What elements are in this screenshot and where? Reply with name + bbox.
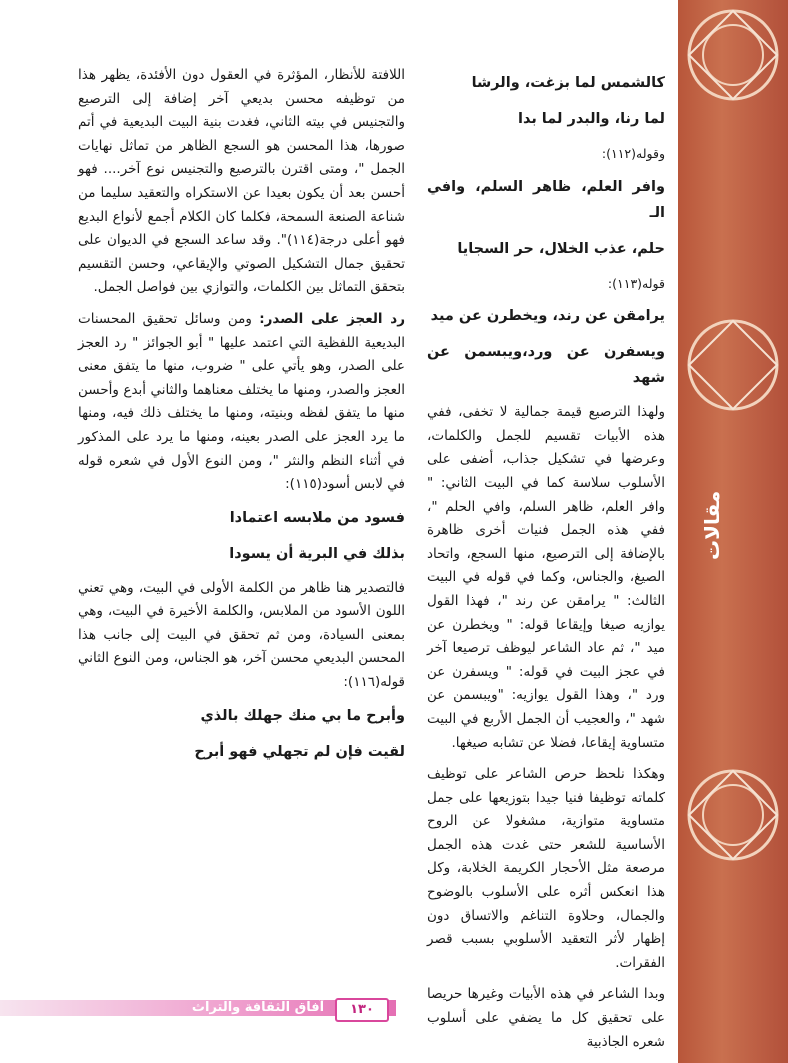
body-paragraph: وبدا الشاعر في هذه الأبيات وغيرها حريصا على تحقيق كل ما يضفي على أسلوب شعره الجاذبية: [427, 986, 665, 1050]
verse-line: فسود من ملابسه اعتمادا: [229, 509, 405, 526]
verse-line: لقيت فإن لم تجهلي فهو أبرح: [194, 743, 405, 760]
verse-line: كالشمس لما بزغت، والرشا: [471, 75, 665, 91]
left-text-column: [78, 64, 405, 775]
verse-line: وافر العلم، ظاهر السلم، وافي الـ: [427, 178, 665, 221]
arabesque-ornament-top: [678, 0, 788, 110]
arabesque-ornament-middle: [678, 310, 788, 420]
magazine-title: آفاق الثقافة والتراث: [191, 1000, 325, 1015]
body-paragraph: اللافتة للأنظار، المؤثرة في العقول دون الأفئدة، يظهر هذا من توظيفه محسن بديعي آخر إضافة إلى الترصيع والتجنيس في بيته الثاني، فغدت بنية البيت البديعية في أتم صورها، هذا المحسن هو السجع الظاهر من تماثل نهايات الجمل "، ومتى اقترن بالترصيع والتجنيس نوع آخر.... فهو أحسن بعد أن يكون بعيدا عن الاستكراه والتعقيد سليما من شناعة الصنعة السمحة، فكلما كان الكلام أجمع لأنواع البديع فهو أعلى درجة(١١٤)". وقد ساعد السجع في الديوان على تحقيق جمال التشكيل الصوتي والإيقاعي، وحسن التقسيم بتحقق التماثل بين الكلمات، والتوازي بين فواصل الجمل.: [78, 67, 405, 296]
page-number: ١٣٠: [335, 998, 389, 1022]
verse-intro: وقوله(١١٢):: [601, 146, 665, 161]
verse-line: بذلك في البرية أن يسودا: [229, 545, 405, 562]
right-text-column: [427, 64, 665, 1062]
body-paragraph: [78, 308, 405, 497]
verse-line: لما رنا، والبدر لما بدا: [517, 111, 665, 127]
verse-line: ويسفرن عن ورد،ويبسمن عن شهد: [427, 344, 665, 387]
body-paragraph: فالتصدير هنا ظاهر من الكلمة الأولى في البيت، وهي تعني اللون الأسود من الملابس، والكلمة الأخيرة في البيت، وهي بمعنى السيادة، ومن ثم تحقق في البيت إلى جانب هذا المحسن البديعي محسن آخر، هو الجناس، ومن النوع الثاني قوله(١١٦):: [78, 579, 405, 691]
section-label: مقالات: [700, 490, 724, 560]
verse-intro: قوله(١١٣):: [607, 275, 665, 291]
body-paragraph: ولهذا الترصيع قيمة جمالية لا تخفى، ففي هذه الأبيات تقسيم للجمل والكلمات، وعرضها في تشكيل جذاب، أضفى على الأسلوب سلاسة كما في البيت الثاني: " وافر العلم، ظاهر السلم، وافي الحلم "، ففي هذه الجمل فنيات أخرى ظاهرة بالإضافة إلى الترصيع، منها السجع، واتحاد الصيغ، والجناس، وكما في قوله في البيت الثالث: " يرامقن عن رند "، فهذا القول يوازيه صيغا وإيقاعا قوله: " ويخطرن عن ميد "، ثم عاد الشاعر ليوظف ترصيعا آخر في عجز البيت في قوله: " ويسفرن عن ورد "، وهذا القول يوازيه: "ويبسمن عن شهد "، والعجيب أن الجمل الأربع في البيت متساوية إيقاعا، فضلا عن تشابه صيغها.: [427, 404, 665, 751]
section-heading: رد العجز على الصدر:: [259, 310, 405, 327]
verse-line: حلم، عذب الخلال، حر السجايا: [457, 240, 665, 257]
arabesque-ornament-lower: [678, 760, 788, 870]
paragraph-text: ومن وسائل تحقيق المحسنات البديعية اللفظية التي اعتمد عليها " أبو الجوائز " رد العجز على الصدر، وهو يأتي على " ضروب، منها ما يتفق معنى العجز والصدر، ومنها ما يختلف معناهما والثاني أبدع وأحسن منها ما يتفق لفظه وبنيته، ومنها ما يختلف ذلك فيه، ومنها ما يرد العجز على الصدر بعينه، ومنها ما يرد على المذكور في أثناء النظم والنثر "، ومن النوع الأول في شعره قوله في لابس أسود(١١٥):: [78, 310, 405, 493]
body-paragraph: وهكذا نلحظ حرص الشاعر على توظيف كلماته توظيفا فنيا جيدا بتوزيعها على جمل متساوية متوازية، مشغولا عن الروح الأساسية للشعر حتى غدت هذه الجمل مرصعة مثل الأحجار الكريمة الخلابة، وكل هذا انعكس أثره على الأسلوب بالوضوح والجمال، وحلاوة التناغم والاتساق دون إظهار لأثر التعقيد الأسلوبي بسبب قصر الفقرات.: [427, 766, 665, 971]
verse-line: وأبرح ما بي منك جهلك بالذي: [200, 707, 405, 724]
verse-line: يرامقن عن رند، ويخطرن عن ميد: [430, 308, 665, 325]
